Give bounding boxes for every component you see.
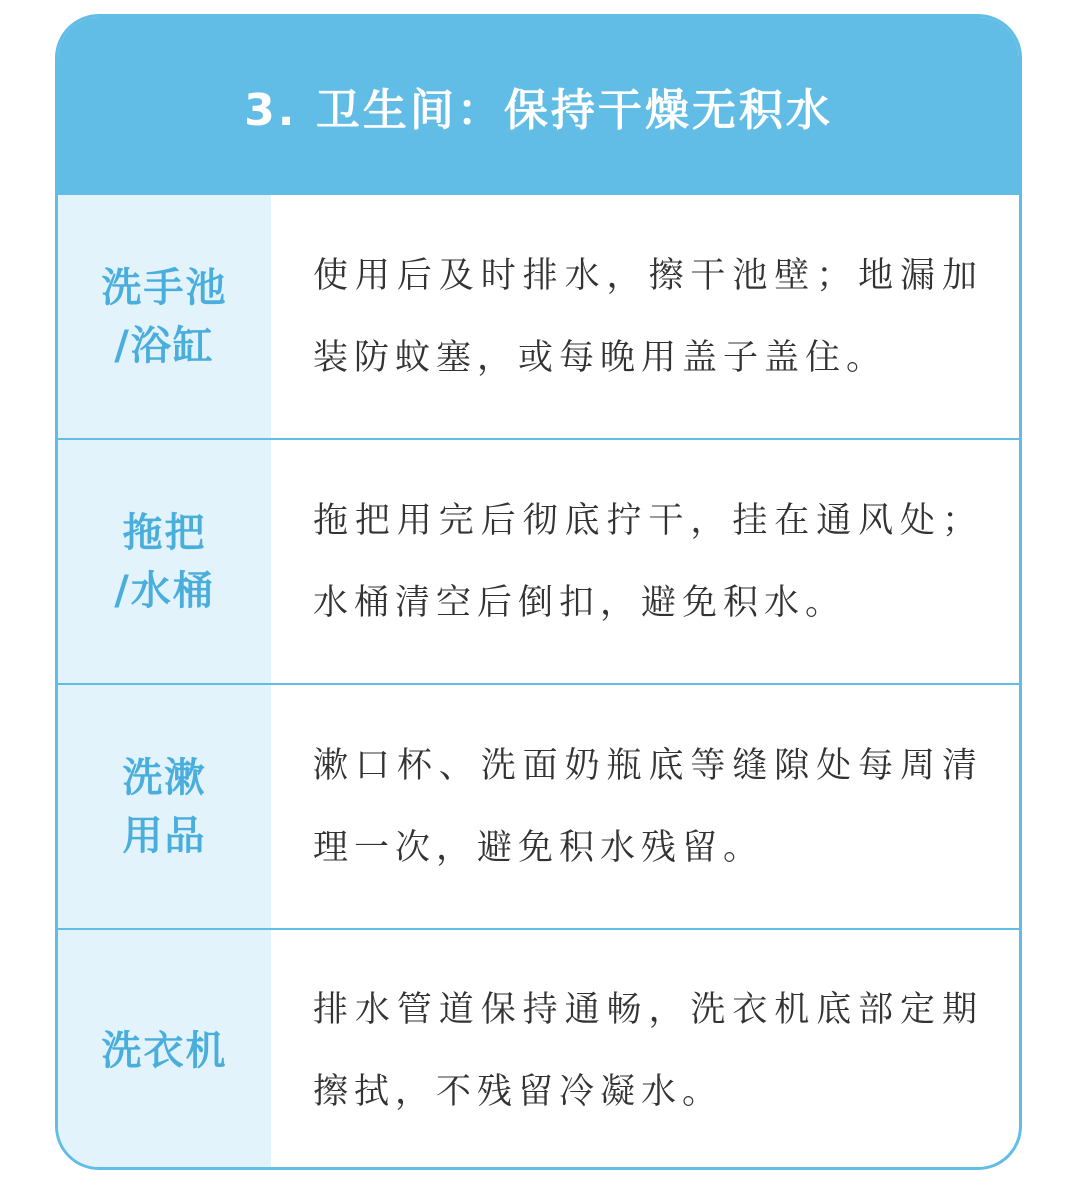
row-description: 漱口杯、洗面奶瓶底等缝隙处每周清理一次，避免积水残留。: [313, 745, 983, 868]
row-label-cell: [58, 440, 271, 683]
row-label-cell: [58, 685, 271, 928]
table-row: [58, 195, 1019, 438]
row-label: 洗手池 /浴缸: [101, 264, 228, 369]
row-description-cell: [271, 440, 1019, 683]
row-label-cell: [58, 930, 271, 1170]
tips-table: [58, 195, 1019, 1170]
row-description: 拖把用完后彻底拧干，挂在通风处；水桶清空后倒扣，避免积水。: [313, 500, 983, 623]
row-label-cell: [58, 195, 271, 438]
table-row: [58, 438, 1019, 683]
row-description: 排水管道保持通畅，洗衣机底部定期擦拭，不残留冷凝水。: [313, 989, 983, 1112]
info-card: [55, 14, 1022, 1170]
card-header: [58, 17, 1019, 195]
row-label: 洗衣机: [101, 1027, 228, 1074]
table-row: [58, 683, 1019, 928]
table-row: [58, 928, 1019, 1170]
row-description-cell: [271, 930, 1019, 1170]
card-title: 3. 卫生间：保持干燥无积水: [244, 85, 833, 136]
row-description: 使用后及时排水，擦干池壁；地漏加装防蚊塞，或每晚用盖子盖住。: [313, 255, 983, 378]
row-description-cell: [271, 685, 1019, 928]
row-label: 洗漱 用品: [122, 754, 207, 859]
row-label: 拖把 /水桶: [114, 509, 215, 614]
row-description-cell: [271, 195, 1019, 438]
